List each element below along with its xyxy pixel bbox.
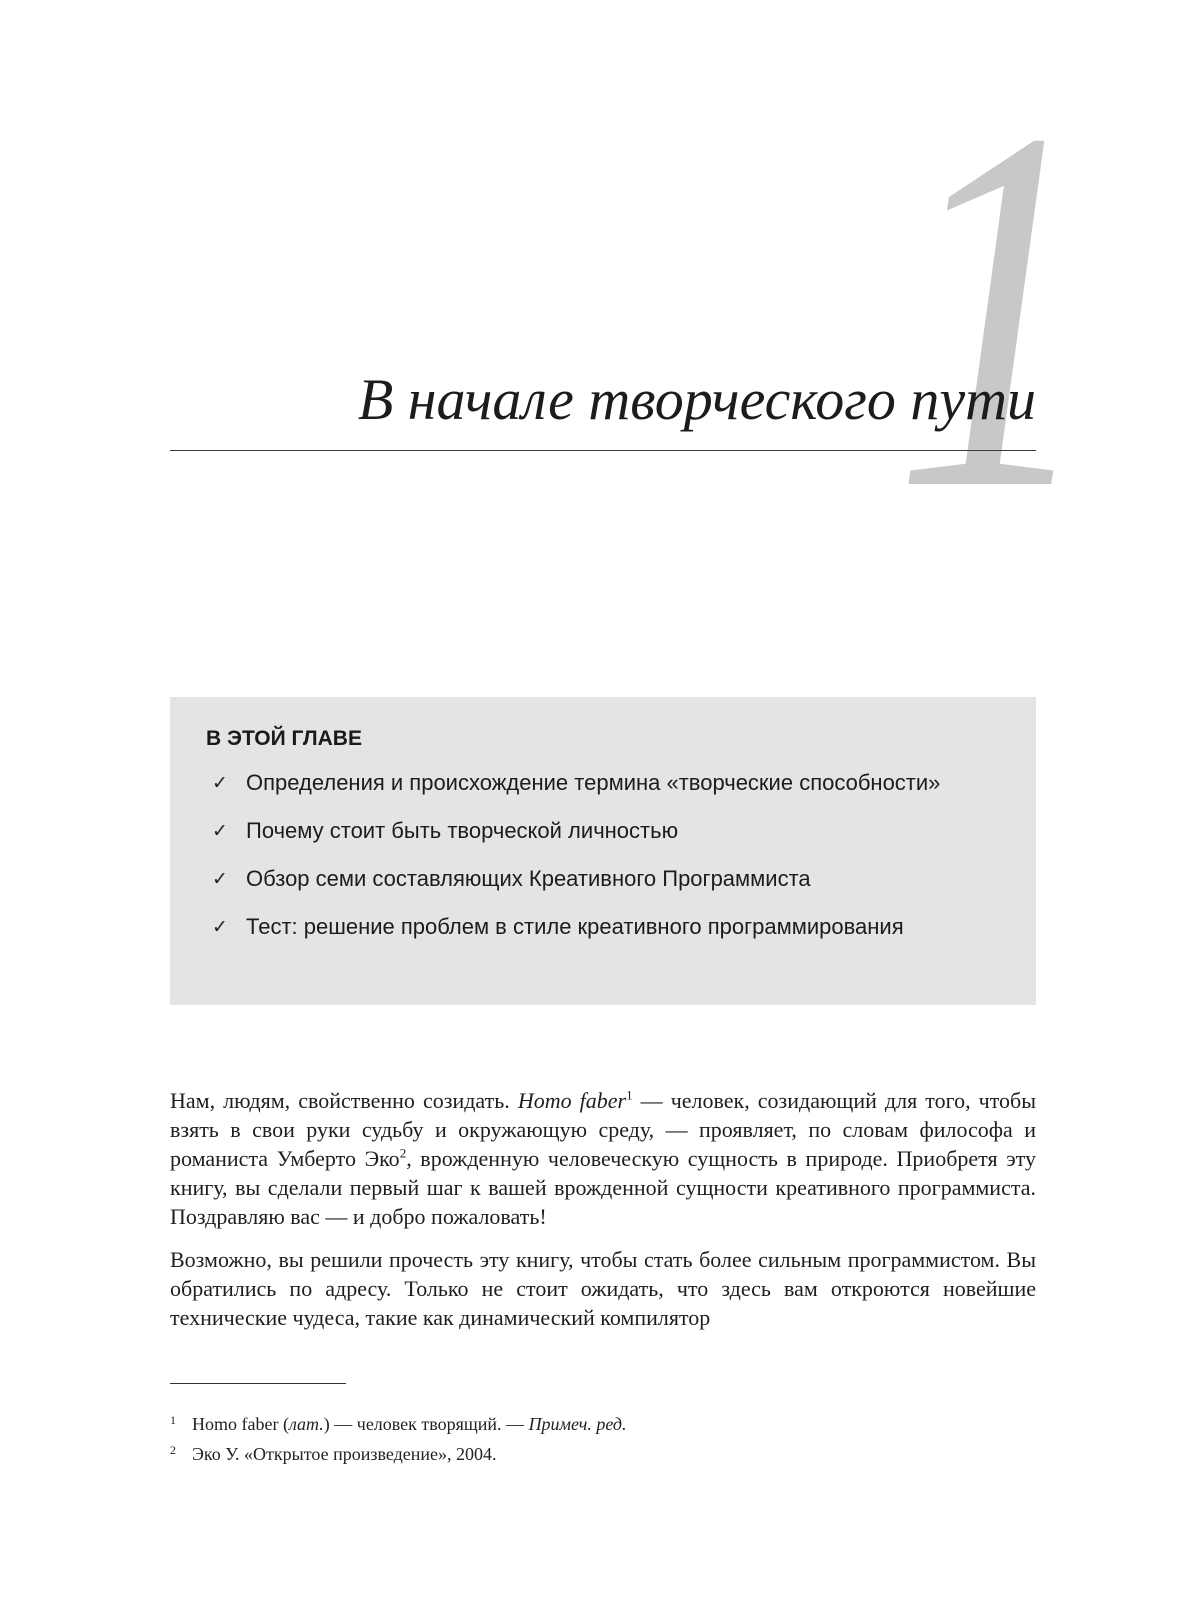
- summary-heading: В ЭТОЙ ГЛАВЕ: [206, 727, 362, 750]
- summary-item: [206, 911, 1006, 943]
- checkmark-icon: ✓: [212, 820, 228, 842]
- body-text: [170, 1086, 1036, 1346]
- footnotes: [170, 1412, 1036, 1472]
- summary-item-text: Тест: решение проблем в стиле креативного программирования: [246, 914, 904, 939]
- chapter-summary-box: [170, 697, 1036, 1005]
- text-run: Нам, людям, свойственно созидать.: [170, 1088, 518, 1113]
- footnote-number: 2: [170, 1443, 176, 1457]
- footnote-number: 1: [170, 1413, 176, 1427]
- summary-item: [206, 767, 1006, 799]
- checkmark-icon: ✓: [212, 916, 228, 938]
- text-run: Эко У. «Открытое произведение», 2004.: [192, 1444, 497, 1464]
- footnote-rule: [170, 1383, 346, 1384]
- footnote-ref: 1: [626, 1087, 633, 1103]
- footnote: [170, 1442, 1036, 1466]
- checkmark-icon: ✓: [212, 868, 228, 890]
- text-run: ) — человек творящий. —: [323, 1414, 529, 1434]
- text-run: Homo faber (: [192, 1414, 289, 1434]
- title-rule: [170, 450, 1036, 451]
- summary-item-text: Обзор семи составляющих Креативного Программиста: [246, 866, 811, 891]
- chapter-title: В начале творческого пути: [357, 367, 1036, 432]
- chapter-number: 1: [894, 22, 1097, 597]
- text-run: , врожденную человеческую сущность в природе. Приобретя эту книгу, вы сделали первый шаг к вашей врожденной сущности креативного программиста. Поздравляю вас — и добро пожаловать!: [170, 1146, 1036, 1229]
- text-run: — человек, созидающий для того, чтобы взять в свои руки судьбу и окружающую среду, — проявляет, по словам философа и романиста Умберто Эко: [170, 1088, 1036, 1171]
- summary-item-text: Определения и происхождение термина «творческие способности»: [246, 770, 941, 795]
- latin-term: Homo faber: [517, 1088, 627, 1113]
- footnote: [170, 1412, 1036, 1436]
- paragraph: Возможно, вы решили прочесть эту книгу, чтобы стать более сильным программистом. Вы обратились по адресу. Только не стоит ожидать, что здесь вам откроются новейшие технические чудеса, такие как динамический компилятор: [170, 1247, 1036, 1330]
- editor-note: Примеч. ред.: [528, 1414, 627, 1434]
- text-run: лат.: [288, 1414, 324, 1434]
- summary-list: [206, 767, 1000, 943]
- summary-item: [206, 815, 1006, 847]
- checkmark-icon: ✓: [212, 772, 228, 794]
- summary-item-text: Почему стоит быть творческой личностью: [246, 818, 679, 843]
- footnote-ref: 2: [399, 1145, 407, 1161]
- paragraph: [170, 1086, 1036, 1231]
- summary-item: [206, 863, 1006, 895]
